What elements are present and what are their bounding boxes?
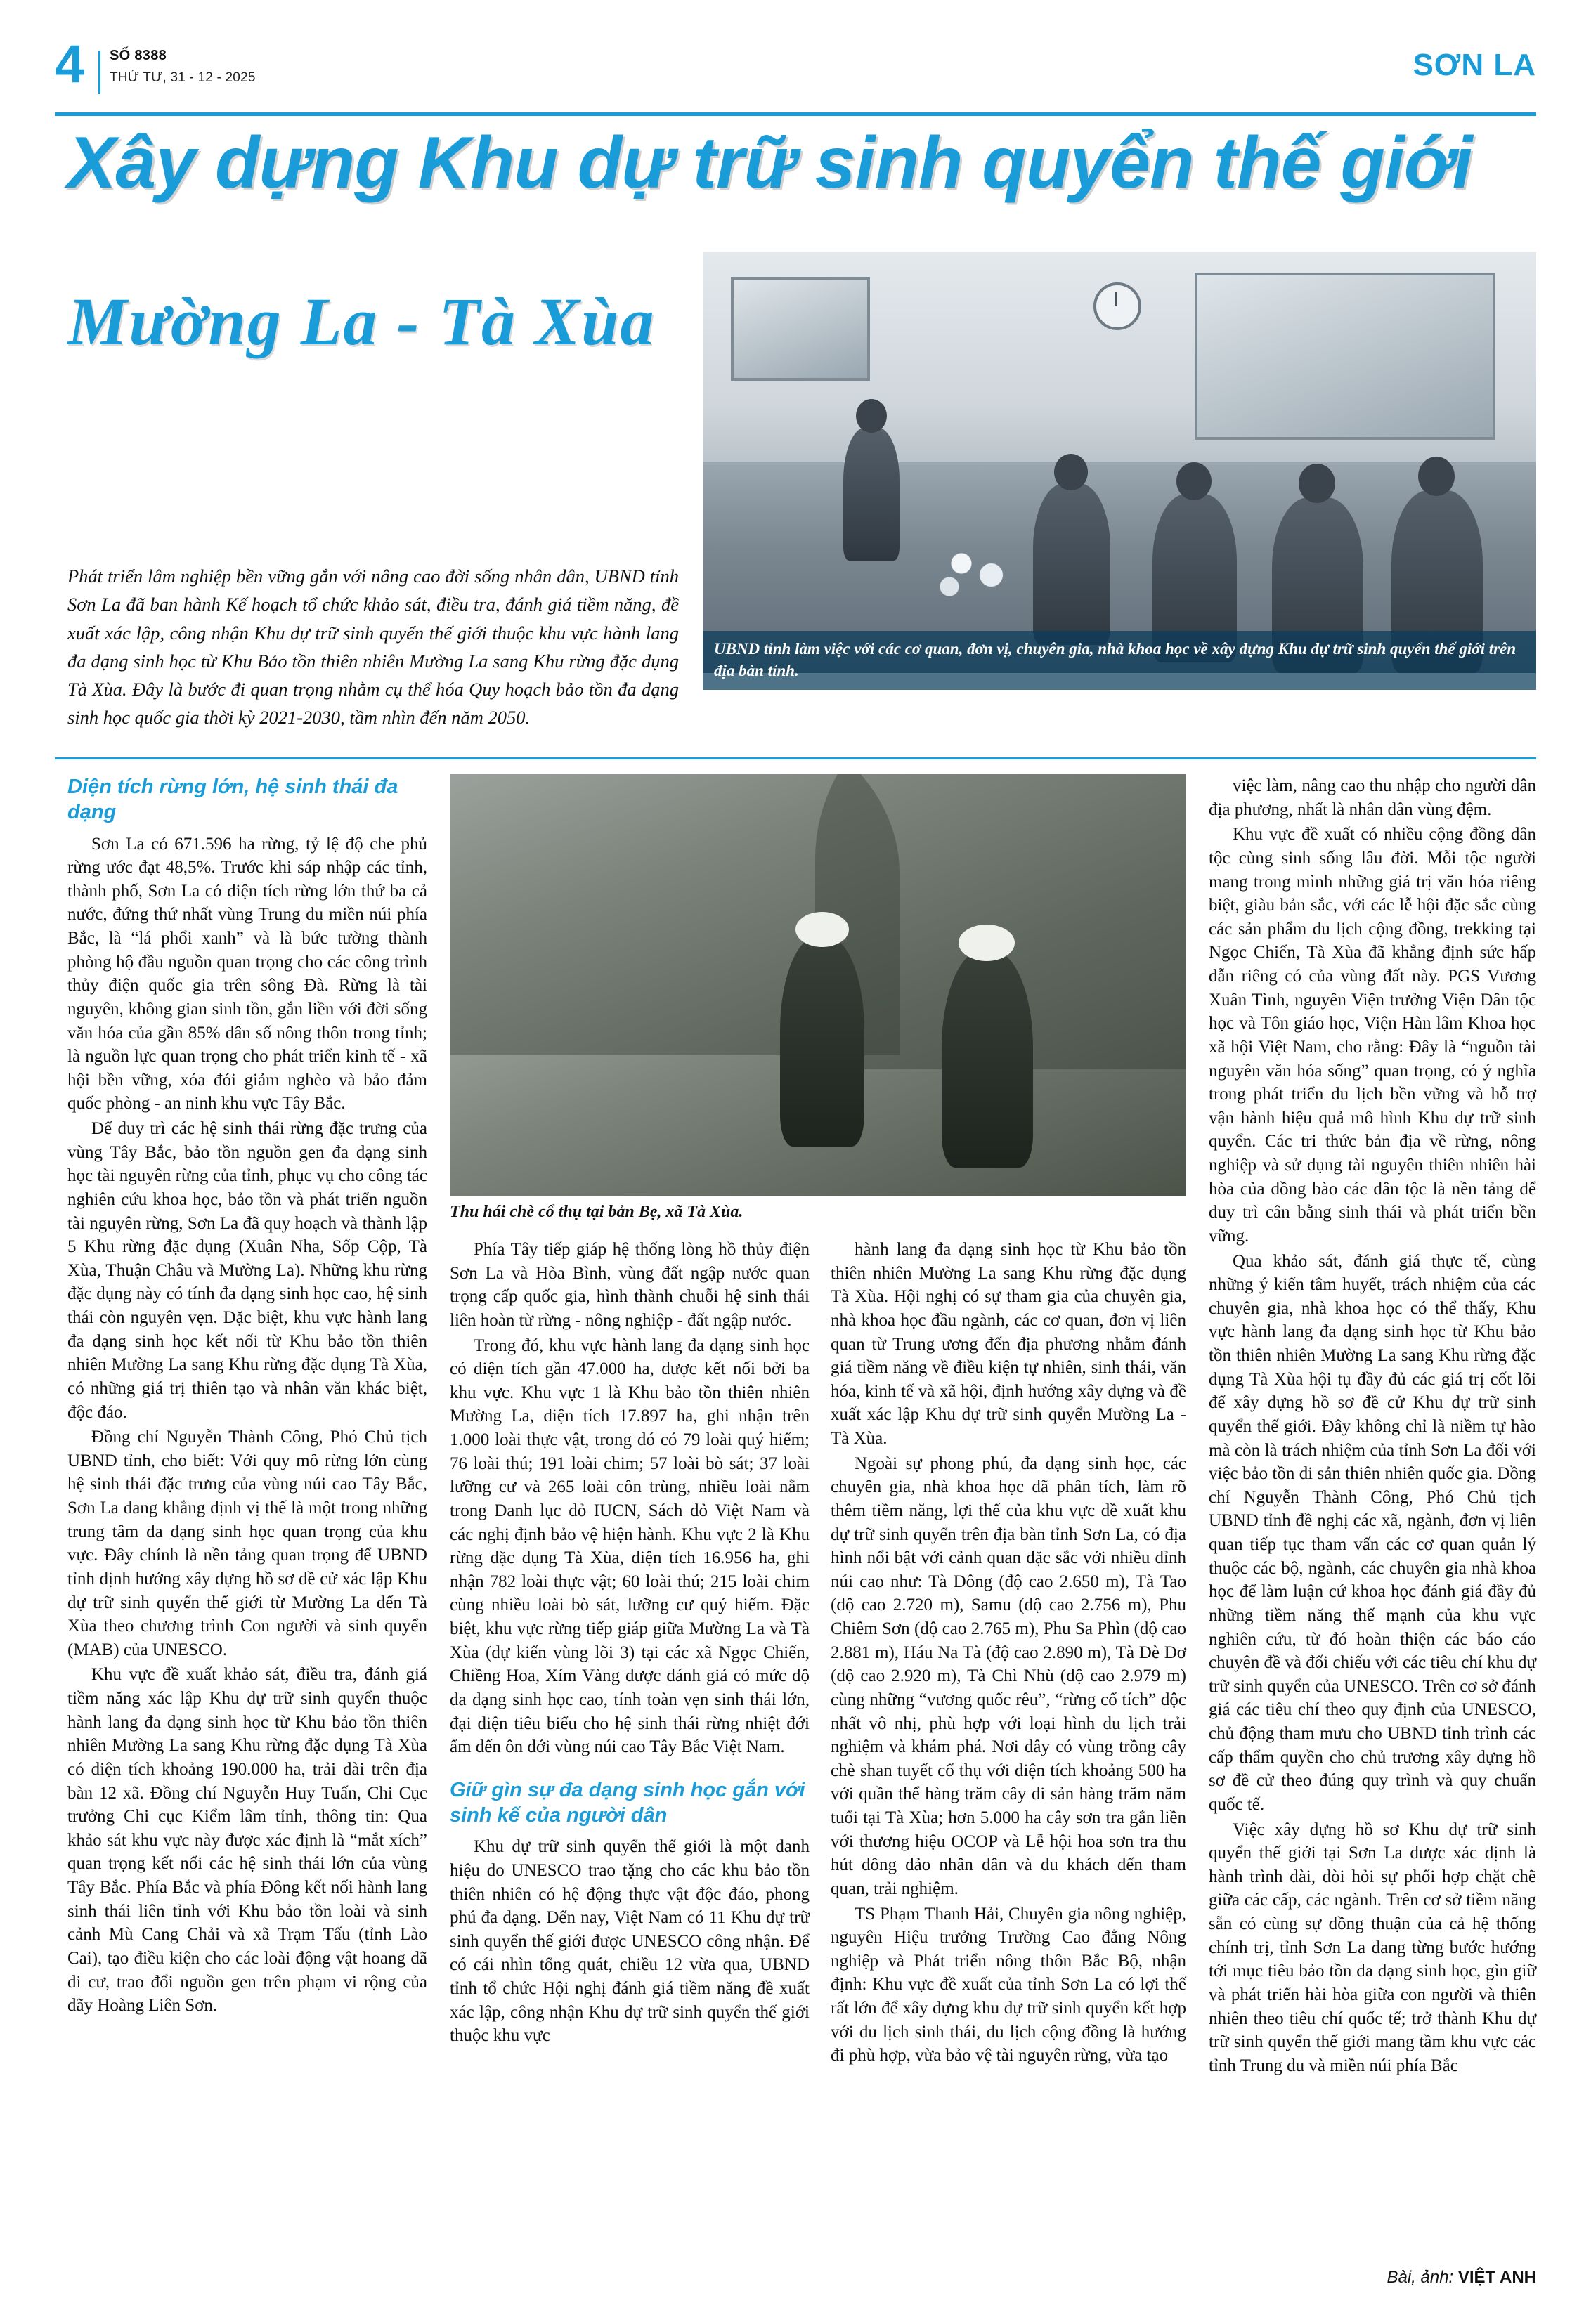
article-column-4 xyxy=(1209,774,1536,2079)
article-column-2 xyxy=(450,1238,810,2049)
paragraph: Việc xây dựng hồ sơ Khu dự trữ sinh quyển thế giới tại Sơn La được xác định là hành trình dài, đòi hỏi sự phối hợp chặt chẽ giữa các cấp, các ngành. Trên cơ sở tiềm năng sẵn có cùng sự đồng thuận của cả hệ thống chính trị, tỉnh Sơn La đang từng bước hướng tới mục tiêu bảo tồn đa dạng sinh học, gìn giữ và phát triển hài hòa giữa con người và thiên nhiên theo tiêu chí quốc tế; trở thành Khu dự trữ sinh quyển thế giới mang tầm khu vực các tỉnh Trung du và miền núi phía Bắc xyxy=(1209,1820,1536,2075)
photo-wall-picture-right xyxy=(1195,273,1495,440)
photo-wall-picture-left xyxy=(731,277,870,381)
article-column-1 xyxy=(67,774,427,2019)
paragraph: Trong đó, khu vực hành lang đa dạng sinh học có diện tích gần 47.000 ha, được kết nối bởi ba khu vực. Khu vực 1 là Khu bảo tồn thiên nhiên Mường La, diện tích 17.897 ha, ghi nhận trên 1.000 loài thực vật, trong đó có 79 loài quý hiếm; 76 loài thú; 191 loài chim; 57 loài bò sát; 37 loài lưỡng cư và 265 loài côn trùng, nhiều loài nằm trong Danh lục đỏ IUCN, Sách đỏ Việt Nam và các nghị định bảo vệ hiện hành. Khu vực 2 là Khu rừng đặc dụng Tà Xùa, diện tích 16.956 ha, ghi nhận 782 loài thực vật; 60 loài thú; 215 loài chim cùng nhiều loài bò sát, lưỡng cư quý hiếm. Đặc biệt, khu vực rừng tiếp giáp giữa Mường La và Tà Xùa (dự kiến vùng lõi 3) tại các xã Ngọc Chiến, Chiềng Hoa, Xím Vàng được đánh giá có mức độ đa dạng sinh học cao, tính toàn vẹn sinh thái lớn, đại diện tiêu biểu cho hệ sinh thái rừng nhiệt đới ẩm đến ôn đới vùng núi cao Tây Bắc Việt Nam. xyxy=(450,1336,810,1757)
photo-harvester-headwrap xyxy=(959,925,1015,961)
photo-harvester xyxy=(780,936,864,1147)
issue-date: THỨ TƯ, 31 - 12 - 2025 xyxy=(110,70,256,85)
paragraph: việc làm, nâng cao thu nhập cho người dân địa phương, nhất là nhân dân vùng đệm. xyxy=(1209,776,1536,819)
paragraph: Khu vực đề xuất có nhiều cộng đồng dân tộc cùng sinh sống lâu đời. Mỗi tộc người mang trong mình những giá trị văn hóa riêng biệt, giàu bản sắc, với các lễ hội đặc sắc cùng các sản phẩm du lịch cộng đồng, trekking tại Ngọc Chiến, Tà Xùa đã khẳng định sức hấp dẫn riêng có của vùng đất này. PGS Vương Xuân Tình, nguyên Viện trưởng Viện Dân tộc học và Tôn giáo học, Viện Hàn lâm Khoa học xã hội Việt Nam, cho rằng: Đây là “nguồn tài nguyên văn hóa sống” quan trọng, có ý nghĩa trong phát triển du lịch bền vững và hỗ trợ vận hành hiệu quả mô hình Khu dự trữ sinh quyển. Các tri thức bản địa về rừng, nông nghiệp và sử dụng tài nguyên thiên nhiên hài hòa của đồng bào các dân tộc là nền tảng để duy trì cân bằng sinh thái và phát triển bền vững. xyxy=(1209,825,1536,1246)
masthead-rule xyxy=(55,112,1536,116)
page-number: 4 xyxy=(55,34,85,94)
paragraph: hành lang đa dạng sinh học từ Khu bảo tồn thiên nhiên Mường La sang Khu rừng đặc dụng Tà Xùa. Hội nghị có sự tham gia của chuyên gia, nhà khoa học đầu ngành, các cơ quan, đơn vị liên quan từ Trung ương đến địa phương nhằm đánh giá tiềm năng về điều kiện tự nhiên, sinh thái, văn hóa, kinh tế và xã hội, định hướng xây dựng và đề xuất xác lập Khu dự trữ sinh quyển Mường La - Tà Xùa. xyxy=(831,1240,1186,1448)
article-column-3 xyxy=(831,1238,1186,2069)
byline-author: VIỆT ANH xyxy=(1457,2268,1536,2287)
paragraph: Đồng chí Nguyễn Thành Công, Phó Chủ tịch UBND tỉnh, cho biết: Với quy mô rừng lớn cùng hệ sinh thái đặc trưng của vùng núi cao Tây Bắc, Sơn La đang khẳng định vị thế là một trong những trung tâm đa dạng sinh học quan trọng của khu vực. Đây chính là nền tảng quan trọng để UBND tỉnh định hướng xây dựng hồ sơ đề cử xác lập Khu dự trữ sinh quyển thế giới từ Mường La đến Tà Xùa theo chương trình Con người và sinh quyển (MAB) của UNESCO. xyxy=(67,1428,427,1659)
photo-harvester-headwrap xyxy=(796,912,849,947)
wall-clock-icon xyxy=(1093,282,1141,330)
photo-person xyxy=(843,427,900,561)
paragraph: Để duy trì các hệ sinh thái rừng đặc trưng của vùng Tây Bắc, bảo tồn nguồn gen đa dạng sinh học tài nguyên rừng của tỉnh, phục vụ cho công tác nghiên cứu khoa học, bảo tồn và phát triển nguồn tài nguyên rừng, Sơn La đã quy hoạch và thành lập 5 Khu rừng đặc dụng (Xuân Nha, Sốp Cộp, Tà Xùa, Thuận Châu và Mường La). Những khu rừng đặc dụng này có tính đa dạng sinh học cao, hệ sinh thái còn nguyên vẹn. Đặc biệt, khu vực hành lang đa dạng sinh học kết nối từ Khu bảo tồn thiên nhiên Mường La sang Khu rừng đặc dụng Tà Xùa, có những giá trị thiên tạo và nhân văn khác biệt, độc đáo. xyxy=(67,1119,427,1422)
photo-harvester xyxy=(942,950,1033,1168)
lead-paragraph: Phát triển lâm nghiệp bền vững gắn với nâng cao đời sống nhân dân, UBND tỉnh Sơn La đã ban hành Kế hoạch tổ chức khảo sát, điều tra, đánh giá tiềm năng, đề xuất xác lập, công nhận Khu dự trữ sinh quyển thế giới thuộc khu vực hành lang đa dạng sinh học từ Khu Bảo tồn thiên nhiên Mường La sang Khu rừng đặc dụng Tà Xùa. Đây là bước đi quan trọng nhằm cụ thể hóa Quy hoạch bảo tồn đa dạng sinh học quốc gia thời kỳ 2021-2030, tầm nhìn đến năm 2050. xyxy=(67,566,679,729)
byline xyxy=(1387,2268,1536,2287)
photo-person-head xyxy=(1176,462,1212,500)
photo-meeting xyxy=(703,252,1536,673)
body-rule xyxy=(55,757,1536,759)
byline-prefix: Bài, ảnh: xyxy=(1387,2268,1454,2287)
photo-tea-harvest xyxy=(450,774,1186,1196)
paragraph: Sơn La có 671.596 ha rừng, tỷ lệ độ che phủ rừng ước đạt 48,5%. Trước khi sáp nhập các tỉnh, thành phố, Sơn La có diện tích rừng lớn thứ ba cả nước, đứng thứ nhất vùng Trung du miền núi phía Bắc, là “lá phổi xanh” và là bức tường thành phòng hộ đầu nguồn quan trọng cho các công trình thủy điện quốc gia trên sông Đà. Rừng là tài nguyên, không gian sinh tồn, gắn liền với đời sống văn hóa của gần 85% dân số nông thôn trong tỉnh; là nguồn lực quan trọng cho phát triển kinh tế - xã hội bền vững, xóa đói giảm nghèo và bảo đảm quốc phòng - an ninh khu vực Tây Bắc. xyxy=(67,834,427,1114)
headline-main: Xây dựng Khu dự trữ sinh quyển thế giới xyxy=(67,122,1472,204)
masthead-divider xyxy=(98,51,100,94)
photo-tea-harvest-caption: Thu hái chè cổ thụ tại bản Bẹ, xã Tà Xùa. xyxy=(450,1203,743,1221)
issue-number: SỐ 8388 xyxy=(110,48,167,63)
section-heading-1: Diện tích rừng lớn, hệ sinh thái đa dạng xyxy=(67,776,398,824)
photo-person xyxy=(1033,483,1110,645)
photo-person-head xyxy=(1418,457,1455,496)
photo-flower-arrangement xyxy=(914,533,1033,610)
photo-person-head xyxy=(1054,454,1088,490)
photo-person-head xyxy=(856,399,887,433)
masthead xyxy=(55,34,1536,107)
paragraph: Khu vực đề xuất khảo sát, điều tra, đánh giá tiềm năng xác lập Khu dự trữ sinh quyển thuộc hành lang đa dạng sinh học từ Khu bảo tồn thiên nhiên Mường La sang Khu rừng đặc dụng Tà Xùa có diện tích khoảng 190.000 ha, trải dài trên địa bàn 12 xã. Đồng chí Nguyễn Huy Tuấn, Chi Cục trưởng Chi cục Kiểm lâm tỉnh, thông tin: Qua khảo sát khu vực này được xác định là “mắt xích” quan trọng kết nối các hệ sinh thái lớn của vùng Tây Bắc. Phía Bắc và phía Đông kết nối hành lang sinh thái liên tỉnh với Khu bảo tồn loài và sinh cảnh Mù Cang Chải và xã Trạm Tấu (tỉnh Lào Cai), tạo điều kiện cho các loài động vật hoang dã di cư, trao đổi nguồn gen trên phạm vi rộng của dãy Hoàng Liên Sơn. xyxy=(67,1665,427,2016)
photo-person-head xyxy=(1299,464,1335,503)
headline-script: Mường La - Tà Xùa xyxy=(67,284,656,359)
paragraph: Ngoài sự phong phú, đa dạng sinh học, các chuyên gia, nhà khoa học đã phân tích, làm rõ thêm tiềm năng, lợi thế của khu vực đề xuất khu dự trữ sinh quyển trên địa bàn tỉnh Sơn La, có địa hình nổi bật với cảnh quan đặc sắc với nhiều đỉnh núi cao như: Tà Dông (độ cao 2.650 m), Tà Tao (độ cao 2.720 m), Samu (độ cao 2.756 m), Phu Chiêm Sơn (độ cao 2.765 m), Phu Sa Phìn (độ cao 2.881 m), Háu Na Tà (độ cao 2.890 m), Tà Đè Đơ (độ cao 2.920 m), Tà Chì Nhù (độ cao 2.979 m) cùng những “vương quốc rêu”, “rừng cổ tích” độc nhất vô nhị, phù hợp với loại hình du lịch trải nghiệm và khám phá. Nơi đây có vùng trồng cây chè shan tuyết cổ thụ với diện tích khoảng 500 ha với quần thể hàng trăm cây di sản hàng trăm năm tuổi tại Tà Xùa; hơn 5.000 ha cây sơn tra gắn liền với thương hiệu OCOP và Lễ hội hoa sơn tra thu hút đông đảo nhân dân và du khách đến tham quan, trải nghiệm. xyxy=(831,1454,1186,1898)
paragraph: Phía Tây tiếp giáp hệ thống lòng hồ thủy điện Sơn La và Hòa Bình, vùng đất ngập nước quan trọng cấp quốc gia, hình thành chuỗi hệ sinh thái liên hoàn từ rừng - nông nghiệp - đất ngập nước. xyxy=(450,1240,810,1330)
section-heading-2: Giữ gìn sự đa dạng sinh học gắn với sinh kế của người dân xyxy=(450,1778,805,1827)
photo-meeting-caption: UBND tỉnh làm việc với các cơ quan, đơn vị, chuyên gia, nhà khoa học về xây dựng Khu dự trữ sinh quyển thế giới trên địa bàn tỉnh. xyxy=(703,631,1536,690)
paper-name: SƠN LA xyxy=(1413,48,1536,82)
paragraph: Khu dự trữ sinh quyển thế giới là một danh hiệu do UNESCO trao tặng cho các khu bảo tồn thiên nhiên có hệ động thực vật độc đáo, phong phú đa dạng. Đến nay, Việt Nam có 11 Khu dự trữ sinh quyển thế giới được UNESCO công nhận. Để có cái nhìn tổng quát, chiều 12 vừa qua, UBND tỉnh tổ chức Hội nghị đánh giá tiềm năng đề xuất xác lập, công nhận Khu dự trữ sinh quyển thế giới thuộc khu vực xyxy=(450,1837,810,2046)
paragraph: TS Phạm Thanh Hải, Chuyên gia nông nghiệp, nguyên Hiệu trưởng Trường Cao đẳng Nông nghiệp và Phát triển nông thôn Bắc Bộ, nhận định: Khu vực đề xuất của tỉnh Sơn La có lợi thế rất lớn để xây dựng khu dự trữ sinh quyển kết hợp với du lịch sinh thái, du lịch cộng đồng là hướng đi phù hợp, vừa bảo vệ tài nguyên rừng, vừa tạo xyxy=(831,1904,1186,2065)
paragraph: Qua khảo sát, đánh giá thực tế, cùng những ý kiến tâm huyết, trách nhiệm của các chuyên gia, nhà khoa học có thể thấy, Khu vực hành lang đa dạng sinh học từ Khu bảo tồn thiên nhiên Mường La sang Khu rừng đặc dụng Tà Xùa hội tụ đầy đủ các giá trị cốt lõi để xây dựng hồ sơ đề cử Khu dự trữ sinh quyển thế giới. Đây không chỉ là niềm tự hào mà còn là trách nhiệm của tỉnh Sơn La đối với việc bảo tồn di sản thiên nhiên quốc gia. Đồng chí Nguyễn Thành Công, Phó Chủ tịch UBND tỉnh đề nghị các xã, ngành, đơn vị liên quan tiếp tục tham vấn các cơ quan quản lý thuộc các bộ, ngành, các chuyên gia nhà khoa học để làm luận cứ khoa học đánh giá đầy đủ những tiềm năng thế mạnh của khu vực nghiên cứu, từ đó hoàn thiện các báo cáo chuyên đề và đối chiếu với các tiêu chí khu dự trữ sinh quyển của UNESCO. Trên cơ sở đánh giá các tiêu chí theo quy định của UNESCO, chủ động tham mưu cho UBND tỉnh trình các cấp thẩm quyền cho chủ trương xây dựng hồ sơ đề cử theo đúng quy trình và quy chuẩn quốc tế. xyxy=(1209,1251,1536,1814)
